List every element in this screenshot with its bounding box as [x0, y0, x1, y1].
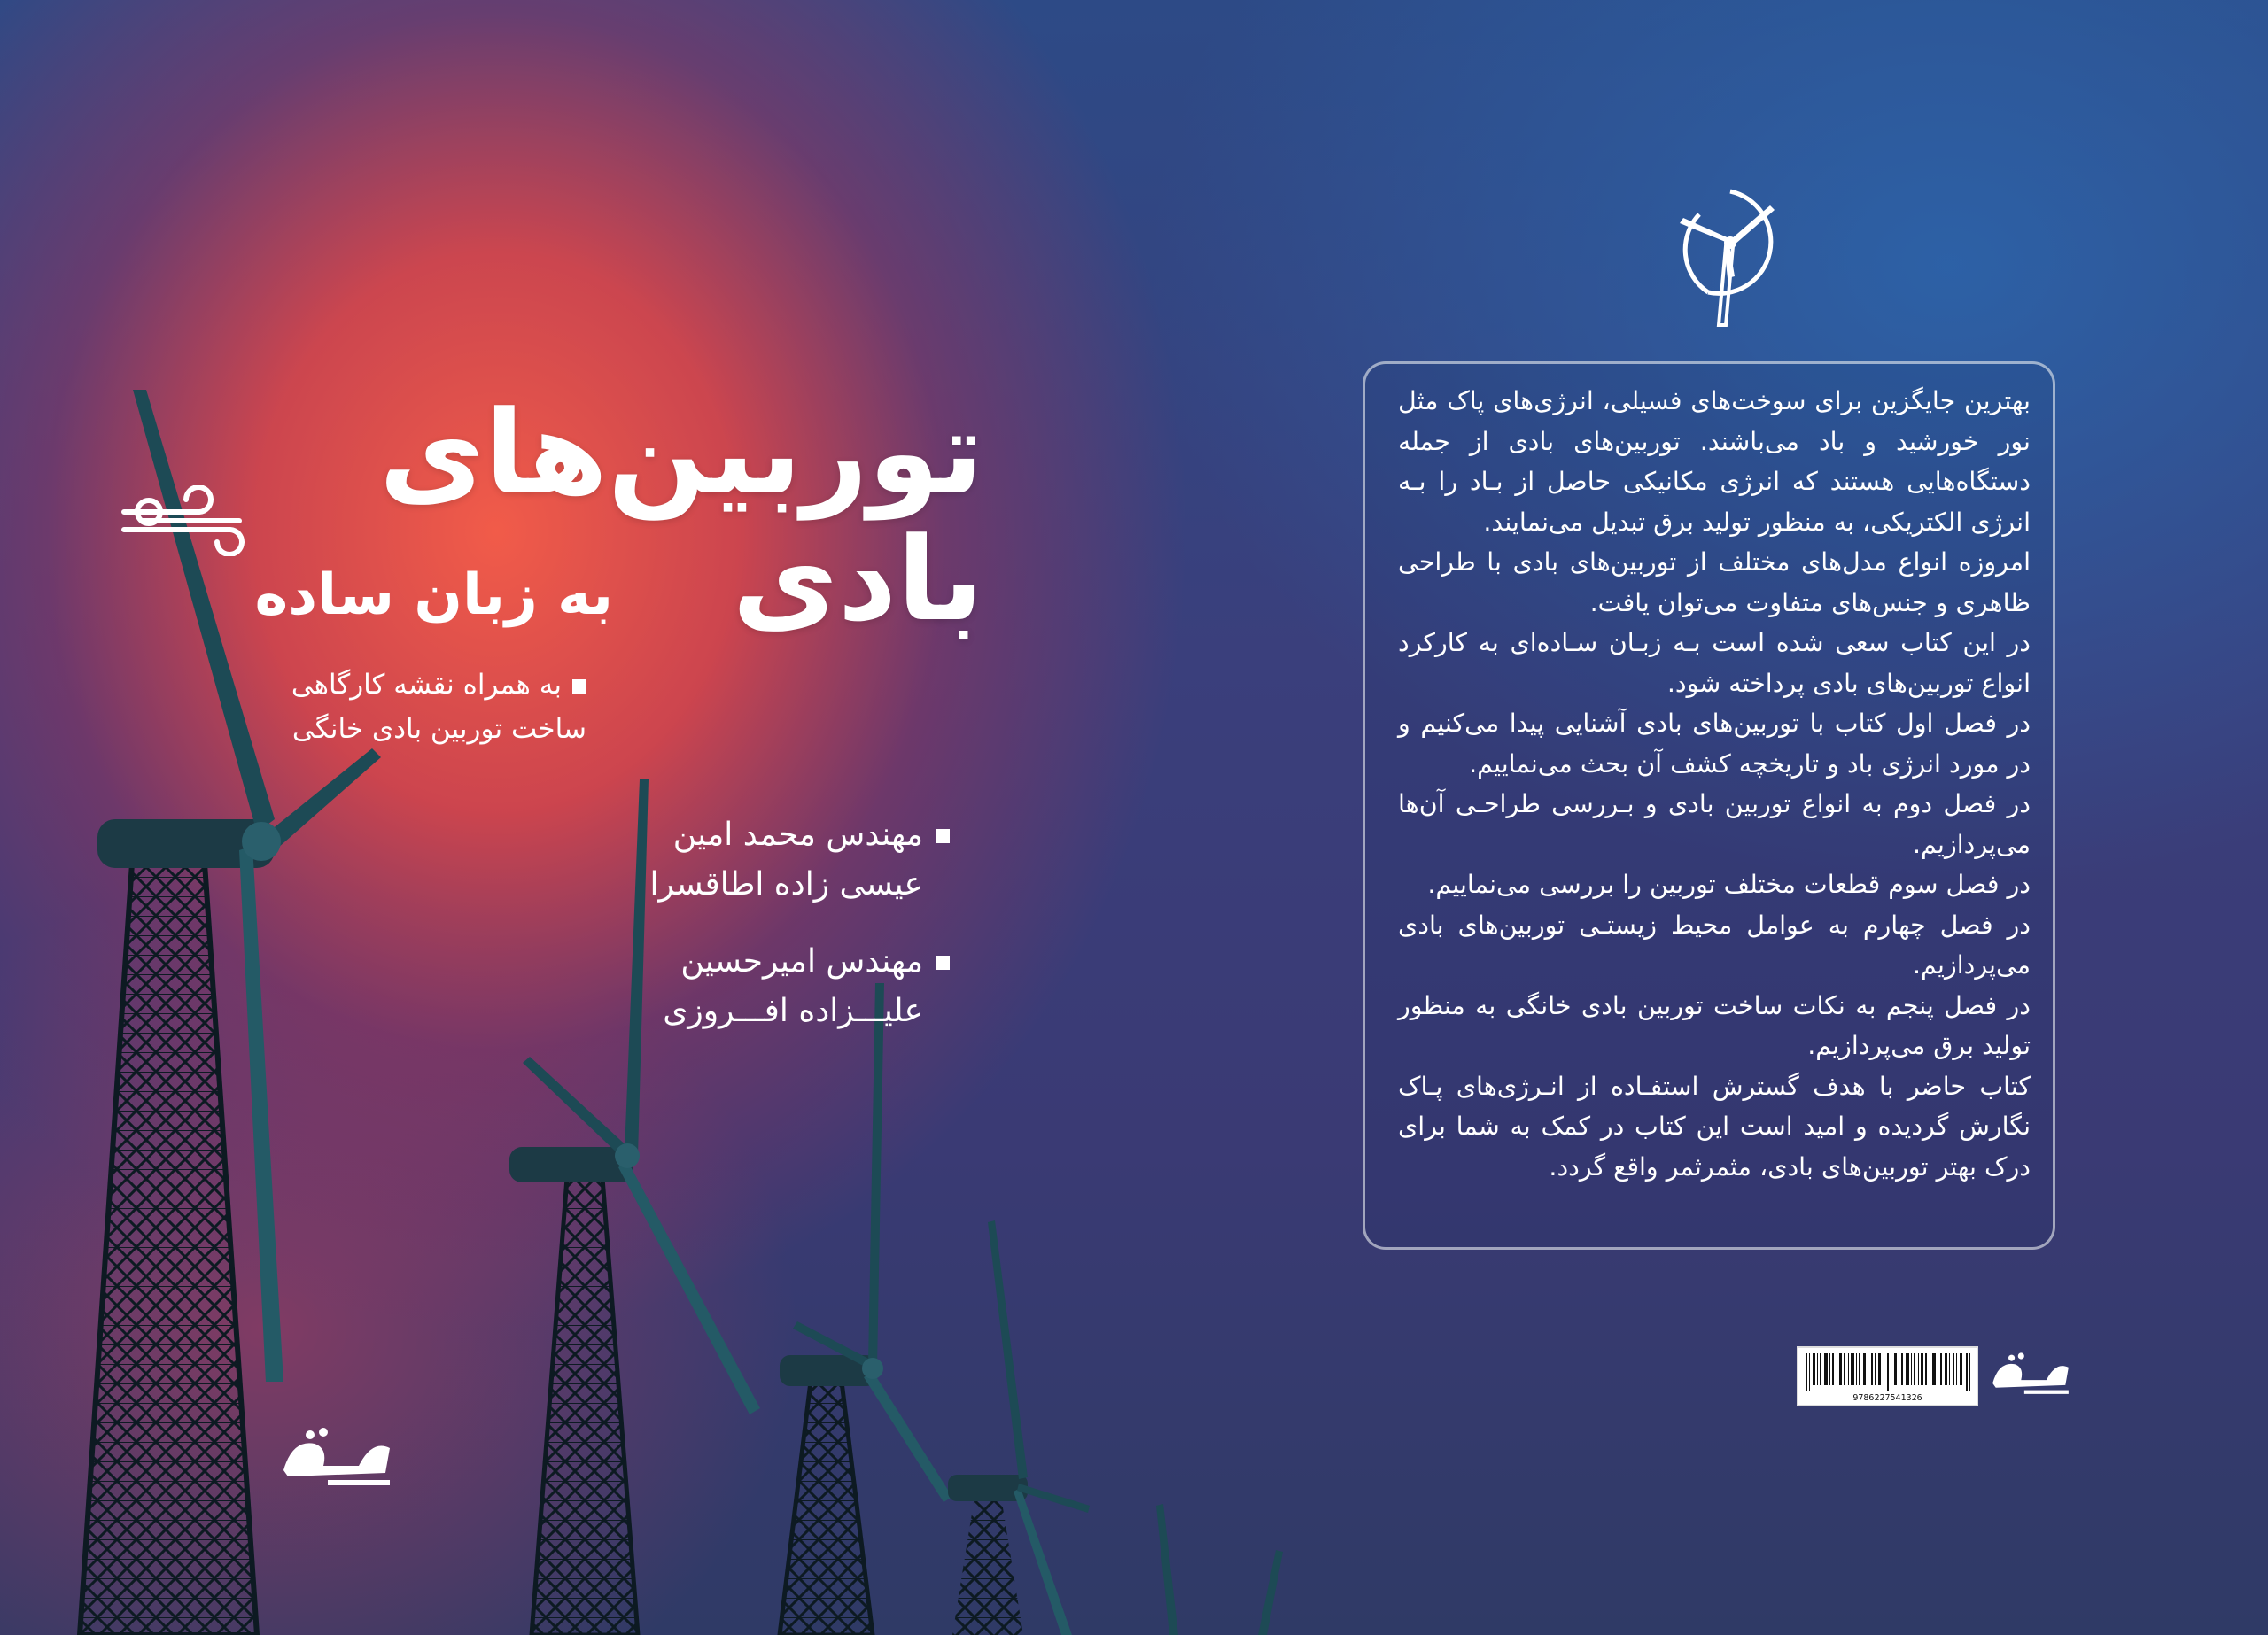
book-title: توربین‌های بادی — [378, 385, 983, 647]
blurb-paragraph: در فصل چهارم به عوامل محیط زیستـی توربین‌های بادی می‌پردازیم. — [1398, 910, 2031, 980]
bullet-square-icon — [936, 829, 950, 843]
blurb-paragraph: بهترین جایگزین برای سوخت‌های فسیلی، انرژی‌های پاک مثل نور خورشید و باد می‌باشند. توربین‌های بادی از جمله دستگاه‌هایی هستند که انرژی مکانیکی حاصل از بـاد را بـه انرژی الکتریکی، به منظور تولید برق تبدیل می‌نمایند. — [1398, 386, 2031, 537]
author-2-line-2: علیـــزاده افـــروزی — [663, 993, 923, 1029]
author-2 — [418, 937, 950, 1036]
blurb-paragraph: کتاب حاضر با هدف گسترش استفـاده از انـرژی‌های پـاک نگارش گردیده و امید است این کتاب در کمک به شما برای درک بهتر توربین‌های بادی، مثمرثمر واقع گردد. — [1398, 1071, 2031, 1182]
barcode-number: 9786227541326 — [1852, 1393, 1922, 1403]
tagline — [55, 663, 586, 751]
tagline-line-2: ساخت توربین بادی خانگی — [291, 713, 586, 745]
barcode-icon — [1806, 1353, 1973, 1391]
turbine-small — [1156, 1504, 1283, 1635]
bullet-square-icon — [572, 679, 586, 694]
tagline-line-1: به همراه نقشه کارگاهی — [291, 669, 562, 701]
blurb-paragraph: در فصل پنجم به نکات ساخت توربین بادی خانگی به منظور تولید برق می‌پردازیم. — [1398, 990, 2031, 1060]
blurb-paragraph: در این کتاب سعی شده است بـه زبـان سـاده‌ای به کارکرد انواع توربین‌های بادی پرداخته شود. — [1398, 628, 2031, 698]
blurb-paragraph: امروزه انواع مدل‌های مختلف از توربین‌های بادی با طراحی ظاهری و جنس‌های متفاوت می‌توان یافت. — [1398, 547, 2031, 617]
blurb-paragraph: در فصل اول کتاب با توربین‌های بادی آشنایی پیدا می‌کنیم و در مورد انرژی باد و تاریخچه کشف آن بحث می‌نماییم. — [1398, 709, 2031, 779]
author-1-line-2: عیسی زاده اطاقسرا — [649, 866, 923, 903]
blurb-paragraph: در فصل سوم قطعات مختلف توربین را بررسی می‌نماییم. — [1427, 870, 2031, 899]
wind-icon — [115, 485, 248, 556]
publisher-logo-icon — [1986, 1346, 2075, 1401]
author-1 — [418, 810, 950, 910]
blurb-paragraph: در فصل دوم به انواع توربین بادی و بـررسی طراحـی آن‌ها می‌پردازیم. — [1398, 789, 2031, 859]
turbine-far-right — [948, 1220, 1090, 1635]
turbine-right — [780, 983, 952, 1635]
author-2-line-1: مهندس امیرحسین — [680, 943, 923, 980]
wind-turbine-emblem-icon — [1673, 188, 1788, 329]
book-subtitle: به زبان ساده — [254, 562, 613, 628]
barcode — [1797, 1346, 1978, 1406]
publisher-logo-icon — [275, 1422, 399, 1492]
bullet-square-icon — [936, 956, 950, 970]
back-cover-blurb — [1398, 381, 2031, 1187]
author-1-line-1: مهندس محمد امین — [672, 817, 923, 853]
